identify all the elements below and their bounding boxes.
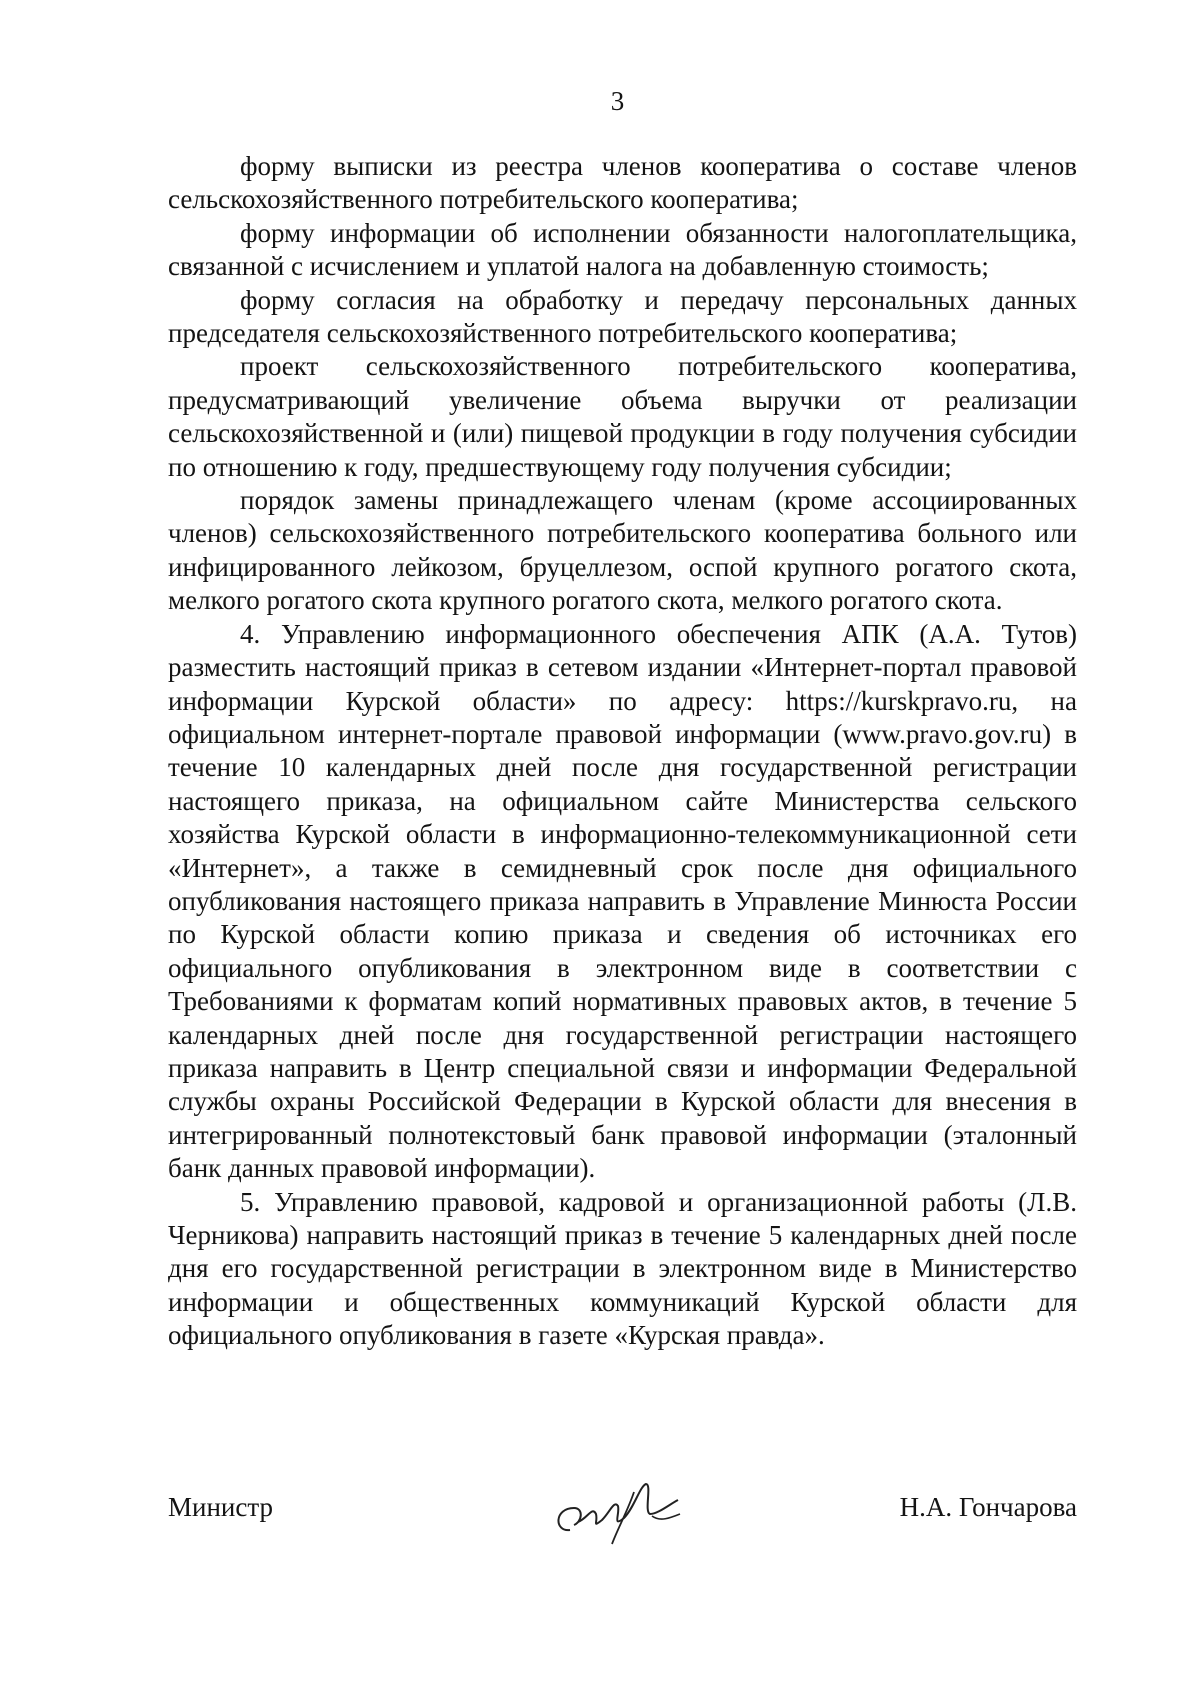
signature-block bbox=[168, 1470, 1077, 1560]
paragraph-extract-form: форму выписки из реестра членов кооператива о составе членов сельскохозяйственного потребительского кооператива; bbox=[168, 151, 1077, 215]
signatory-title: Министр bbox=[168, 1492, 273, 1522]
paragraph-cooperative-project: проект сельскохозяйственного потребительского кооператива, предусматривающий увеличение объема выручки от реализации сельскохозяйственной и (или) пищевой продукции в году получения субсидии по отношению к году, предшествующему году получения субсидии; bbox=[168, 351, 1077, 482]
paragraph-item-4: 4. Управлению информационного обеспечения АПК (А.А. Тутов) разместить настоящий приказ в сетевом издании «Интернет-портал правовой информации Курской области» по адресу: https://kurskpravo.ru, на официальном интернет-портале правовой информации (www.pravo.gov.ru) в течение 10 календарных дней после дня государственной регистрации настоящего приказа, на официальном сайте Министерства сельского хозяйства Курской области в информационно-телекоммуникационной сети «Интернет», а также в семидневный срок после дня официального опубликования настоящего приказа направить в Управление Минюста России по Курской области копию приказа и сведения об источниках его официального опубликования в электронном виде в соответствии с Требованиями к форматам копий нормативных правовых актов, в течение 5 календарных дней после дня государственной регистрации настоящего приказа направить в Центр специальной связи и информации Федеральной службы охраны Российской Федерации в Курской области для внесения в интегрированный полнотекстовый банк правовой информации (эталонный банк данных правовой информации). bbox=[168, 618, 1077, 1184]
document-body bbox=[168, 150, 1077, 1353]
paragraph-tax-info-form: форму информации об исполнении обязанности налогоплательщика, связанной с исчислением и уплатой налога на добавленную стоимость; bbox=[168, 217, 1077, 282]
signatory-name: Н.А. Гончарова bbox=[899, 1492, 1077, 1522]
paragraph-consent-form: форму согласия на обработку и передачу персональных данных председателя сельскохозяйственного потребительского кооператива; bbox=[168, 284, 1077, 349]
page-number: 3 bbox=[610, 86, 625, 116]
handwritten-signature bbox=[548, 1470, 698, 1560]
paragraph-item-5: 5. Управлению правовой, кадровой и организационной работы (Л.В. Черникова) направить настоящий приказ в течение 5 календарных дней после дня его государственной регистрации в электронном виде в Министерство информации и общественных коммуникаций Курской области для официального опубликования в газете «Курская правда». bbox=[168, 1186, 1077, 1351]
paragraph-livestock-replacement: порядок замены принадлежащего членам (кроме ассоциированных членов) сельскохозяйственного потребительского кооператива больного или инфицированного лейкозом, бруцеллезом, оспой крупного рогатого скота, мелкого рогатого скота крупного рогатого скота, мелкого рогатого скота. bbox=[168, 485, 1077, 616]
